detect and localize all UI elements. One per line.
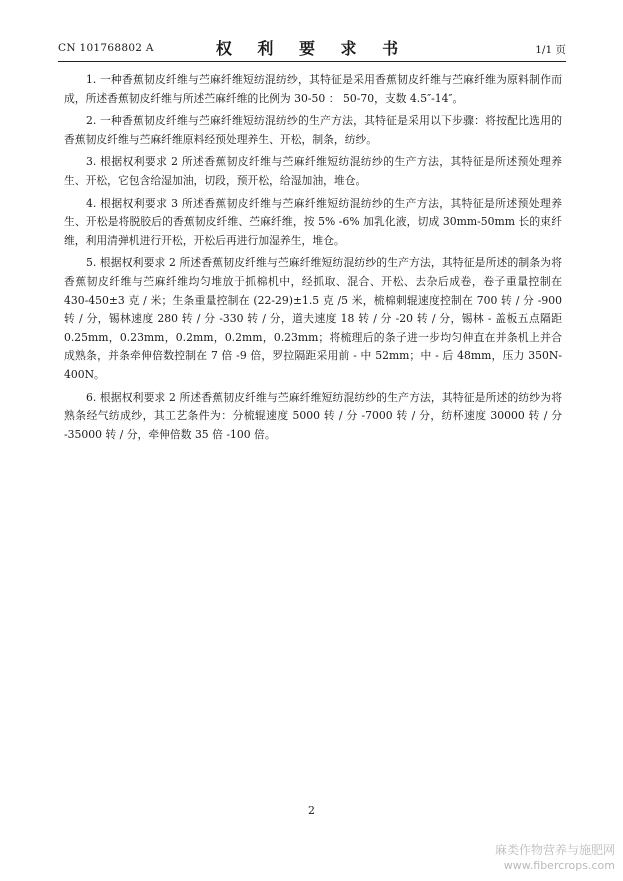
claim-5: 5. 根据权利要求 2 所述香蕉韧皮纤维与苎麻纤维短纺混纺纱的生产方法，其特征是所述的制条为将香蕉韧皮纤维与苎麻纤维均匀堆放于抓棉机中，经抓取、混合、开松、去杂后成卷，卷子重量控制在 430-450±3 克 / 米；生条重量控制在 (22-29)±1.5 克 /5 米，梳棉刺辊速度控制在 700 转 / 分 -900 转 / 分，锡林速度 280 转 / 分 -330 转 / 分，道夫速度 18 转 / 分 -20 转 / 分，锡林 - 盖板五点隔距 0.25mm，0.23mm，0.2mm，0.2mm，0.23mm；将梳理后的条子进一步均匀伸直在并条机上并合成熟条，并条牵伸倍数控制在 7 倍 -9 倍，罗拉隔距采用前 - 中 52mm；中 - 后 48mm，压力 350N-400N。 bbox=[64, 256, 562, 381]
watermark-site-name: 麻类作物营养与施肥网 bbox=[494, 843, 615, 857]
page-header bbox=[58, 34, 566, 60]
page-number: 2 bbox=[308, 804, 315, 817]
document-number: CN 101768802 A bbox=[58, 42, 154, 54]
watermark-url: www.fibercrops.com bbox=[503, 859, 615, 872]
claim-1: 1. 一种香蕉韧皮纤维与苎麻纤维短纺混纺纱，其特征是采用香蕉韧皮纤维与苎麻纤维为原料制作而成，所述香蕉韧皮纤维与所述苎麻纤维的比例为 30-50 ： 50-70，支数 4.5″-14″。 bbox=[64, 73, 562, 105]
document-title: 权 利 要 求 书 bbox=[215, 39, 409, 58]
claims-section bbox=[64, 71, 562, 448]
claim-3: 3. 根据权利要求 2 所述香蕉韧皮纤维与苎麻纤维短纺混纺纱的生产方法，其特征是所述预处理养生、开松，它包含给湿加油，切段，预开松，给湿加油，堆仓。 bbox=[64, 155, 562, 187]
watermark bbox=[495, 843, 615, 873]
page-indicator: 1/1 页 bbox=[535, 44, 566, 56]
claim-4: 4. 根据权利要求 3 所述香蕉韧皮纤维与苎麻纤维短纺混纺纱的生产方法，其特征是所述预处理养生、开松是将脱胶后的香蕉韧皮纤维、苎麻纤维，按 5% -6% 加乳化液，切成 30mm-50mm 长的束纤维，利用清弹机进行开松，开松后再进行加湿养生，堆仓。 bbox=[64, 196, 562, 247]
header-divider bbox=[58, 61, 566, 62]
claim-6: 6. 根据权利要求 2 所述香蕉韧皮纤维与苎麻纤维短纺混纺纱的生产方法，其特征是所述的纺纱为将熟条经气纺成纱，其工艺条件为：分梳辊速度 5000 转 / 分 -7000 转 / 分，纺杯速度 30000 转 / 分 -35000 转 / 分，牵伸倍数 35 倍 -100 倍。 bbox=[64, 390, 562, 441]
claim-2: 2. 一种香蕉韧皮纤维与苎麻纤维短纺混纺纱的生产方法，其特征是采用以下步骤：将按配比选用的香蕉韧皮纤维与苎麻纤维原料经预处理养生、开松，制条，纺纱。 bbox=[64, 114, 562, 146]
